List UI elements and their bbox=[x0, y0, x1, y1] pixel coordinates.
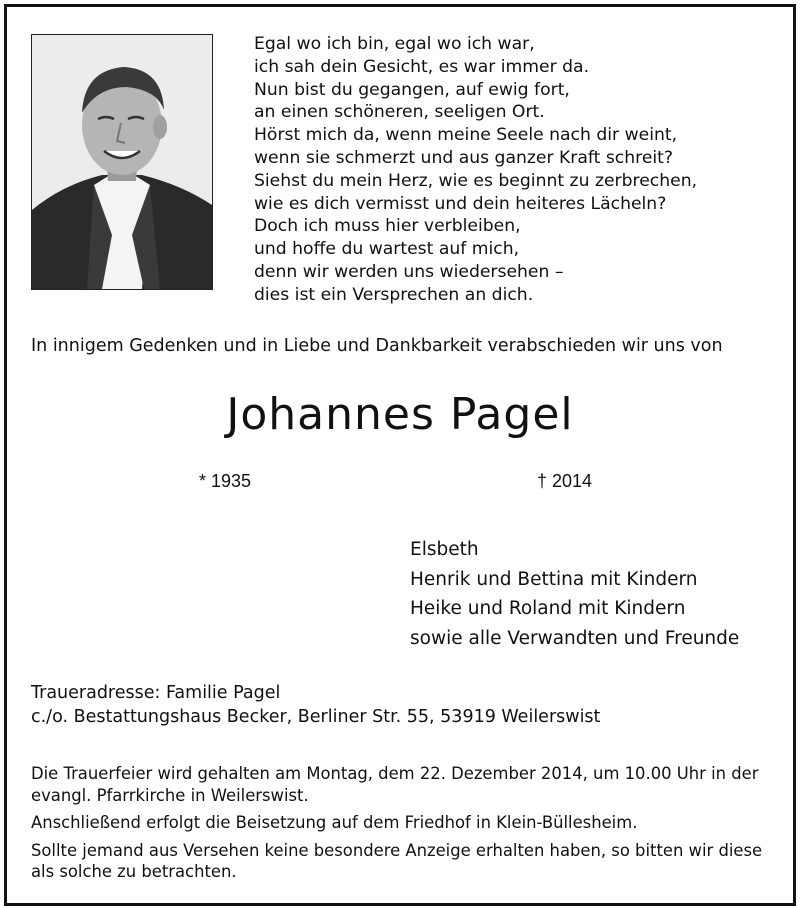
poem-line: wenn sie schmerzt und aus ganzer Kraft schreit? bbox=[254, 147, 674, 168]
mourners-list bbox=[410, 535, 739, 653]
poem-line: Doch ich muss hier verbleiben, bbox=[254, 216, 521, 237]
obituary-frame bbox=[4, 4, 796, 906]
poem-line: denn wir werden uns wiedersehen – bbox=[254, 261, 564, 282]
mourner-item: Henrik und Bettina mit Kindern bbox=[410, 568, 698, 590]
mourner-item: Elsbeth bbox=[410, 539, 479, 560]
death-year: † 2014 bbox=[537, 471, 593, 491]
poem-line: wie es dich vermisst und dein heiteres Lächeln? bbox=[254, 193, 667, 214]
mourner-item: sowie alle Verwandten und Freunde bbox=[410, 627, 740, 649]
poem-line: Siehst du mein Herz, wie es beginnt zu zerbrechen, bbox=[254, 170, 698, 191]
poem-line: an einen schöneren, seeligen Ort. bbox=[254, 102, 545, 123]
burial-text: Anschließend erfolgt die Beisetzung auf dem Friedhof in Klein-Büllesheim. bbox=[31, 813, 638, 833]
funeral-info bbox=[31, 763, 773, 889]
address-line: Traueradresse: Familie Pagel bbox=[31, 683, 281, 703]
poem-line: Nun bist du gegangen, auf ewig fort, bbox=[254, 79, 570, 100]
poem bbox=[254, 33, 774, 307]
portrait-image bbox=[32, 35, 212, 289]
address-line: c./o. Bestattungshaus Becker, Berliner Str. 55, 53919 Weilerswist bbox=[31, 706, 601, 727]
funeral-service-text: Die Trauerfeier wird gehalten am Montag, dem 22. Dezember 2014, um 10.00 Uhr in der evangl. Pfarrkirche in Weilerswist. bbox=[31, 764, 759, 805]
mourning-address bbox=[31, 682, 600, 729]
poem-line: dies ist ein Versprechen an dich. bbox=[254, 284, 534, 305]
poem-line: ich sah dein Gesicht, es war immer da. bbox=[254, 56, 590, 77]
mourner-item: Heike und Roland mit Kindern bbox=[410, 598, 686, 619]
birth-year: * 1935 bbox=[199, 471, 252, 491]
notice-text: Sollte jemand aus Versehen keine besondere Anzeige erhalten haben, so bitten wir diese als solche zu betrachten. bbox=[31, 840, 763, 882]
portrait-photo bbox=[31, 34, 213, 290]
poem-line: und hoffe du wartest auf mich, bbox=[254, 239, 520, 260]
intro-text: In innigem Gedenken und in Liebe und Dankbarkeit verabschieden wir uns von bbox=[31, 336, 723, 356]
poem-line: Egal wo ich bin, egal wo ich war, bbox=[254, 34, 535, 54]
deceased-name: Johannes Pagel bbox=[226, 389, 574, 440]
poem-line: Hörst mich da, wenn meine Seele nach dir weint, bbox=[254, 125, 678, 146]
